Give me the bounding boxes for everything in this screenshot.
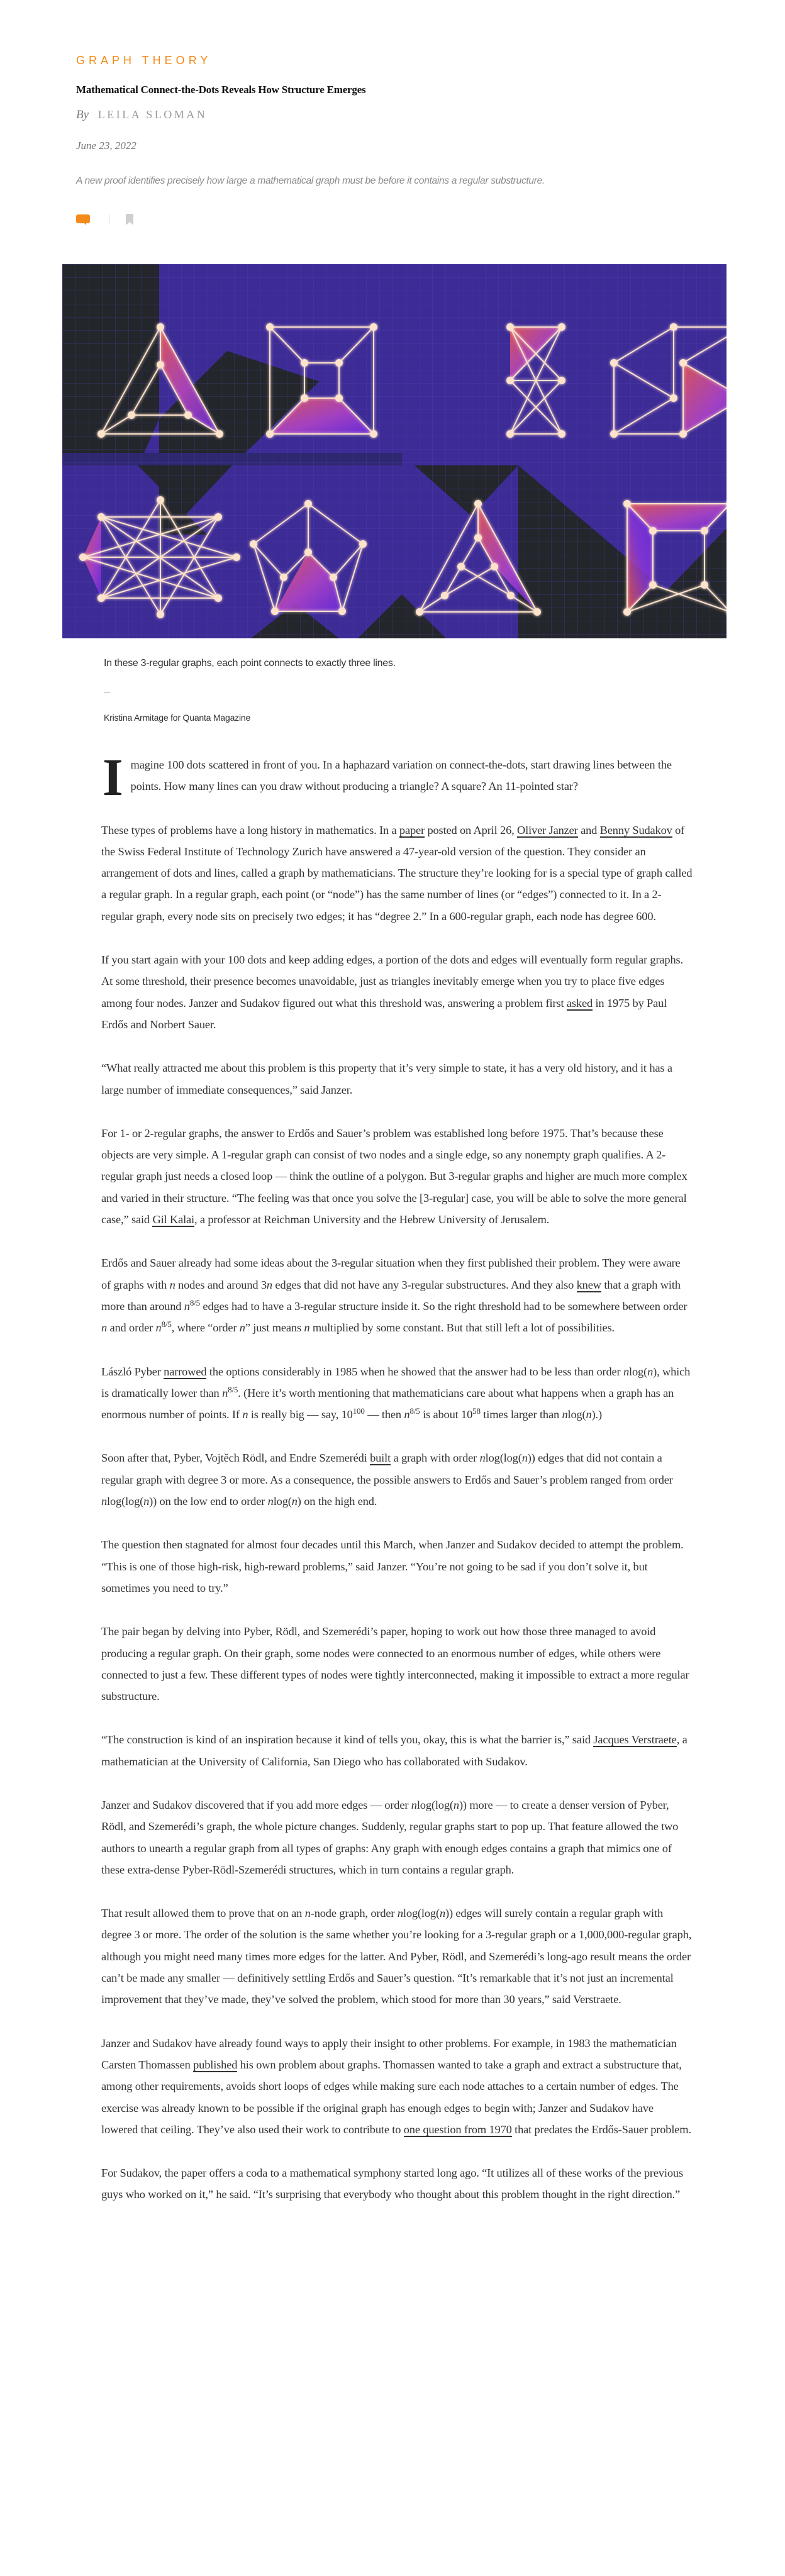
graph-node	[266, 323, 274, 331]
link-one-question-from-1970[interactable]: one question from 1970	[403, 2123, 512, 2136]
graph-node	[370, 323, 377, 331]
text: Janzer and Sudakov have already found ways to apply their insight to other problems. For example, in 1983 the mathematician Carsten Thomassen	[101, 2036, 677, 2071]
text: -node graph, order	[310, 1907, 398, 1920]
graph-node	[623, 500, 631, 508]
text: of the Swiss Federal Institute of Technology Zurich have answered a 47-year-old version of the question. They consider an arrangement of dots and lines, called a graph by mathematicians. The structure they’re looking for is a special type of graph called a regular graph. In a regular graph, each point (or “node”) has the same number of lines (or “edges”) connected to it. In a 2-regular graph, every node sits on precisely two edges; it has “degree 2.” In a 600-regular graph, each node has degree 600.	[101, 823, 693, 923]
text: log(log(	[416, 1798, 454, 1811]
math-var: n	[479, 1452, 486, 1465]
graph-node	[474, 500, 482, 508]
text: Soon after that, Pyber, Vojtěch Rödl, and Endre Szemerédi	[101, 1452, 370, 1465]
text: times larger than	[480, 1408, 562, 1421]
text: — then	[364, 1408, 404, 1421]
link-paper[interactable]: paper	[399, 823, 425, 836]
graph-node	[558, 377, 565, 384]
graph-node	[157, 323, 164, 331]
text: log(log(	[107, 1495, 144, 1508]
text: )) edges that did not contain a regular graph with degree 3 or more. As a consequence, the possible answers to Erdős and Sauer’s problem ranged from order	[101, 1452, 673, 1486]
text: is really big — say, 10	[248, 1408, 353, 1421]
text: nodes and around 3	[175, 1278, 267, 1291]
paragraph-2	[101, 819, 693, 927]
text: edges had to have a 3-regular structure inside it. So the right threshold had to be somewhere between order	[199, 1299, 688, 1313]
image-caption: In these 3-regular graphs, each point connects to exactly three lines.	[104, 658, 396, 669]
text: “The construction is kind of an inspiration because it kind of tells you, okay, this is what the barrier is,” said	[101, 1733, 594, 1746]
text: . (Here it’s worth mentioning that mathematicians care about what happens when a graph has an enormous number of points. If	[101, 1386, 674, 1421]
math-var: n	[169, 1278, 175, 1291]
graph-node	[301, 394, 308, 402]
math-var: n	[155, 1321, 162, 1335]
text: ).)	[591, 1408, 602, 1421]
article-actions	[76, 213, 133, 226]
comment-tail	[83, 222, 86, 225]
math-var: n	[222, 1386, 228, 1399]
text: These types of problems have a long history in mathematics. In a	[101, 823, 399, 836]
graph-node	[679, 359, 687, 367]
text: That result allowed them to prove that on an	[101, 1907, 305, 1920]
paragraph-4: “What really attracted me about this problem is this property that it’s very simple to state, it has a very old history, and it has a large number of immediate consequences,” said Janzer.	[101, 1062, 672, 1096]
text: the options considerably in 1985 when he showed that the answer had to be less than order	[206, 1365, 623, 1378]
graph-node	[506, 323, 514, 331]
text: and order	[107, 1321, 156, 1335]
graph-node	[701, 581, 708, 589]
math-var: n	[242, 1408, 248, 1421]
graph-node	[670, 394, 677, 402]
link-knew[interactable]: knew	[576, 1278, 601, 1291]
drop-cap: I	[103, 748, 123, 807]
graph-node	[670, 323, 677, 331]
publish-date: June 23, 2022	[76, 140, 136, 152]
author-link[interactable]: LEILA SLOMAN	[97, 108, 208, 121]
graph-node	[441, 592, 448, 599]
graph-node	[184, 411, 192, 419]
by-label: By	[76, 108, 89, 121]
graph-node	[623, 608, 631, 616]
graph-node	[416, 608, 423, 616]
graph-node	[335, 394, 343, 402]
text: and	[577, 823, 600, 836]
text: a graph with order	[391, 1452, 480, 1465]
graph-node	[157, 611, 164, 618]
graph-node	[507, 592, 515, 599]
graph-node	[558, 430, 565, 438]
math-var: n	[411, 1798, 417, 1811]
math-var: n	[266, 1278, 272, 1291]
text: )) on the low end to order	[149, 1495, 268, 1508]
graph-node	[649, 527, 657, 535]
graph-node	[216, 430, 223, 438]
graph-node	[157, 361, 164, 369]
paragraph-9: The question then stagnated for almost four decades until this March, when Janzer and Sudakov decided to attempt the problem. “This is one of those high-risk, high-reward problems,” said Janzer. “You’re not going to be sad if you don’t solve it, but sometimes you need to try.”	[101, 1538, 684, 1594]
text: ) on the high end.	[297, 1495, 377, 1508]
text: , a professor at Reichman University and the Hebrew University of Jerusalem.	[194, 1213, 550, 1226]
graph-node	[701, 527, 708, 535]
graph-node	[558, 323, 565, 331]
graph-node	[250, 540, 257, 548]
exponent: 8/5	[228, 1384, 238, 1394]
section-kicker[interactable]: GRAPH THEORY	[76, 54, 212, 67]
link-oliver-janzer[interactable]: Oliver Janzer	[517, 823, 578, 836]
exponent: 8/5	[161, 1319, 172, 1330]
graph-node	[457, 563, 465, 570]
graph-node	[97, 513, 105, 521]
math-var: n	[404, 1408, 410, 1421]
link-gil-kalai[interactable]: Gil Kalai	[152, 1213, 195, 1226]
math-var: n	[586, 1408, 592, 1421]
paragraph-5	[101, 1123, 693, 1230]
text: in 1975 by Paul Erdős and Norbert Sauer.	[101, 996, 667, 1031]
math-var: n	[101, 1321, 108, 1335]
paragraph-12	[101, 1794, 693, 1880]
exponent: 8/5	[189, 1297, 200, 1307]
exponent: 58	[472, 1406, 481, 1416]
math-var: n	[623, 1365, 630, 1378]
caption-divider	[104, 692, 110, 693]
graph-node	[97, 430, 105, 438]
paragraph-14	[101, 2033, 693, 2140]
math-var: n	[291, 1495, 298, 1508]
exponent: 100	[352, 1406, 365, 1416]
graph-node	[266, 430, 274, 438]
graph-node	[97, 594, 105, 602]
graph-node	[335, 359, 343, 367]
graph-node	[157, 496, 164, 504]
paragraph-11	[101, 1729, 693, 1772]
graph-node	[338, 608, 346, 615]
paragraph-6	[101, 1252, 693, 1338]
paragraph-10: The pair began by delving into Pyber, Rödl, and Szemerédi’s paper, hoping to work out how those three managed to avoid producing a regular graph. On their graph, some nodes were connected to an enormous number of edges, while others were connected to just a few. These different types of nodes were tightly interconnected, making it impossible to extract a more regular substructure.	[101, 1625, 689, 1703]
text: )) more — to create a denser version of Pyber, Rödl, and Szemerédi’s graph, the whole picture changes. Suddenly, regular graphs start to pop up. That feature allowed the two authors to unearth a regular graph from all types of graphs: Any graph with enough edges contains a graph that mimics one of these extra-dense Pyber-Rödl-Szemerédi structures, which in turn contains a regular graph.	[101, 1798, 679, 1876]
graph-node	[280, 574, 287, 581]
text: ), which is dramatically lower than	[101, 1365, 691, 1399]
math-var: n	[143, 1495, 150, 1508]
math-var: n	[521, 1452, 528, 1465]
text: log(log(	[403, 1907, 440, 1920]
math-var: n	[184, 1299, 190, 1313]
text: posted on April 26,	[425, 823, 518, 836]
image-credit: Kristina Armitage for Quanta Magazine	[104, 713, 251, 723]
text: log(	[273, 1495, 292, 1508]
byline	[76, 108, 207, 122]
text: log(	[629, 1365, 648, 1378]
graph-node	[370, 430, 377, 438]
graph-node	[271, 608, 279, 615]
paragraph-3	[101, 949, 693, 1035]
hero-illustration	[62, 264, 727, 638]
text: is about 10	[420, 1408, 473, 1421]
text: log(	[567, 1408, 586, 1421]
graph-node	[506, 430, 514, 438]
paragraph-7	[101, 1361, 693, 1426]
link-asked[interactable]: asked	[566, 996, 593, 1009]
graph-node	[304, 548, 312, 556]
graph-node	[304, 500, 312, 508]
text: )) edges will surely contain a regular graph with degree 3 or more. The order of the solution is the same whether you’re looking for a 3-regular graph or a 1,000,000-regular graph, although you might need many times more edges for the latter. And Pyber, Rödl, and Szemerédi’s long-ago result means the order can’t be made any smaller — definitively settling Erdős and Sauer’s question. “It’s remarkable that it’s not just an incremental improvement that they’ve made, they’ve solved the problem, which stood for more than 30 years,” said Verstraete.	[101, 1907, 692, 2006]
paragraph-8	[101, 1447, 693, 1512]
text: his own problem about graphs. Thomassen wanted to take a graph and extract a substructure that, among other requirements, avoids short loops of edges while making sure each node attaches to a certain number of edges. The exercise was already known to be possible if the original graph has enough edges to begin with; Janzer and Sudakov have lowered that ceiling. They’ve also used their work to contribute to	[101, 2058, 682, 2136]
text: ” just means	[245, 1321, 304, 1335]
paragraph-text: magine 100 dots scattered in front of you. In a haphazard variation on connect-the-dots, start drawing lines between the points. How many lines can you draw without producing a triangle? A square? An 11-pointed star?	[130, 758, 672, 793]
link-built[interactable]: built	[370, 1452, 391, 1465]
graph-node	[359, 540, 367, 548]
graph-node	[214, 513, 222, 521]
article-body	[101, 748, 693, 2228]
graph-node	[506, 377, 514, 384]
text: Janzer and Sudakov discovered that if you add more edges — order	[101, 1798, 411, 1811]
bookmark-icon[interactable]	[126, 214, 133, 225]
graph-node	[491, 563, 498, 570]
text: edges that did not have any 3-regular substructures. And they also	[272, 1278, 577, 1291]
text: László Pyber	[101, 1365, 164, 1378]
text: log(log(	[485, 1452, 522, 1465]
math-var: n	[562, 1408, 568, 1421]
paragraph-13	[101, 1902, 693, 2010]
math-var: n	[304, 1907, 311, 1920]
graph-node	[610, 430, 618, 438]
graph-node	[330, 574, 337, 581]
text: , a mathematician at the University of California, San Diego who has collaborated with Sudakov.	[101, 1733, 688, 1768]
text: that a graph with more than around	[101, 1278, 681, 1313]
paragraph-15: For Sudakov, the paper offers a coda to a mathematical symphony started long ago. “It utilizes all of these works of the previous guys who worked on it,” he said. “It’s surprising that everybody who thought about this problem thought in the right direction.”	[101, 2167, 683, 2201]
graph-node	[301, 359, 308, 367]
article-title: Mathematical Connect-the-Dots Reveals How Structure Emerges	[76, 84, 366, 96]
graph-node	[474, 534, 482, 541]
text: If you start again with your 100 dots and keep adding edges, a portion of the dots and edges will eventually form regular graphs. At some threshold, their presence becomes unavoidable, just as triangles inevitably emerge when you try to place five edges among four nodes. Janzer and Sudakov figured out what this threshold was, answering a problem first	[101, 953, 683, 1009]
graph-node	[649, 581, 657, 589]
link-jacques-verstraete[interactable]: Jacques Verstraete	[593, 1733, 677, 1746]
paragraph-1	[101, 748, 693, 807]
link-narrowed[interactable]: narrowed	[164, 1365, 207, 1378]
math-var: n	[304, 1321, 310, 1335]
exponent: 8/5	[409, 1406, 420, 1416]
link-published[interactable]: published	[193, 2058, 238, 2071]
text: Erdős and Sauer already had some ideas about the 3-regular situation when they first published their problem. They were aware of graphs with	[101, 1257, 681, 1291]
math-var: n	[239, 1321, 245, 1335]
text: , where “order	[171, 1321, 240, 1335]
graph-node	[214, 594, 222, 602]
text: that predates the Erdős-Sauer problem.	[511, 2123, 691, 2136]
graph-node	[533, 608, 541, 616]
graph-node	[610, 359, 618, 367]
math-var: n	[453, 1798, 459, 1811]
article-dek: A new proof identifies precisely how large a mathematical graph must be before it contains a regular substructure.	[76, 175, 545, 186]
comment-icon[interactable]	[76, 214, 90, 225]
graph-node	[679, 430, 687, 438]
text: multiplied by some constant. But that still left a lot of possibilities.	[309, 1321, 615, 1335]
math-var: n	[267, 1495, 274, 1508]
math-var: n	[101, 1495, 108, 1508]
math-var: n	[397, 1907, 403, 1920]
graph-node	[79, 553, 87, 561]
text: For 1- or 2-regular graphs, the answer to Erdős and Sauer’s problem was established long before 1975. That’s because these objects are very simple. A 1-regular graph can consist of two nodes and a single edge, so any nonempty graph qualifies. A 2-regular graph just needs a closed loop — think the outline of a polygon. But 3-regular graphs and higher are much more complex and varied in their structure. “The feeling was that once you solve the [3-regular] case, you will be able to solve the more general case,” said	[101, 1126, 688, 1226]
link-benny-sudakov[interactable]: Benny Sudakov	[599, 823, 672, 836]
hero-svg	[62, 264, 727, 638]
graph-node	[128, 411, 135, 419]
math-var: n	[647, 1365, 654, 1378]
graph-node	[233, 553, 240, 561]
math-var: n	[439, 1907, 445, 1920]
